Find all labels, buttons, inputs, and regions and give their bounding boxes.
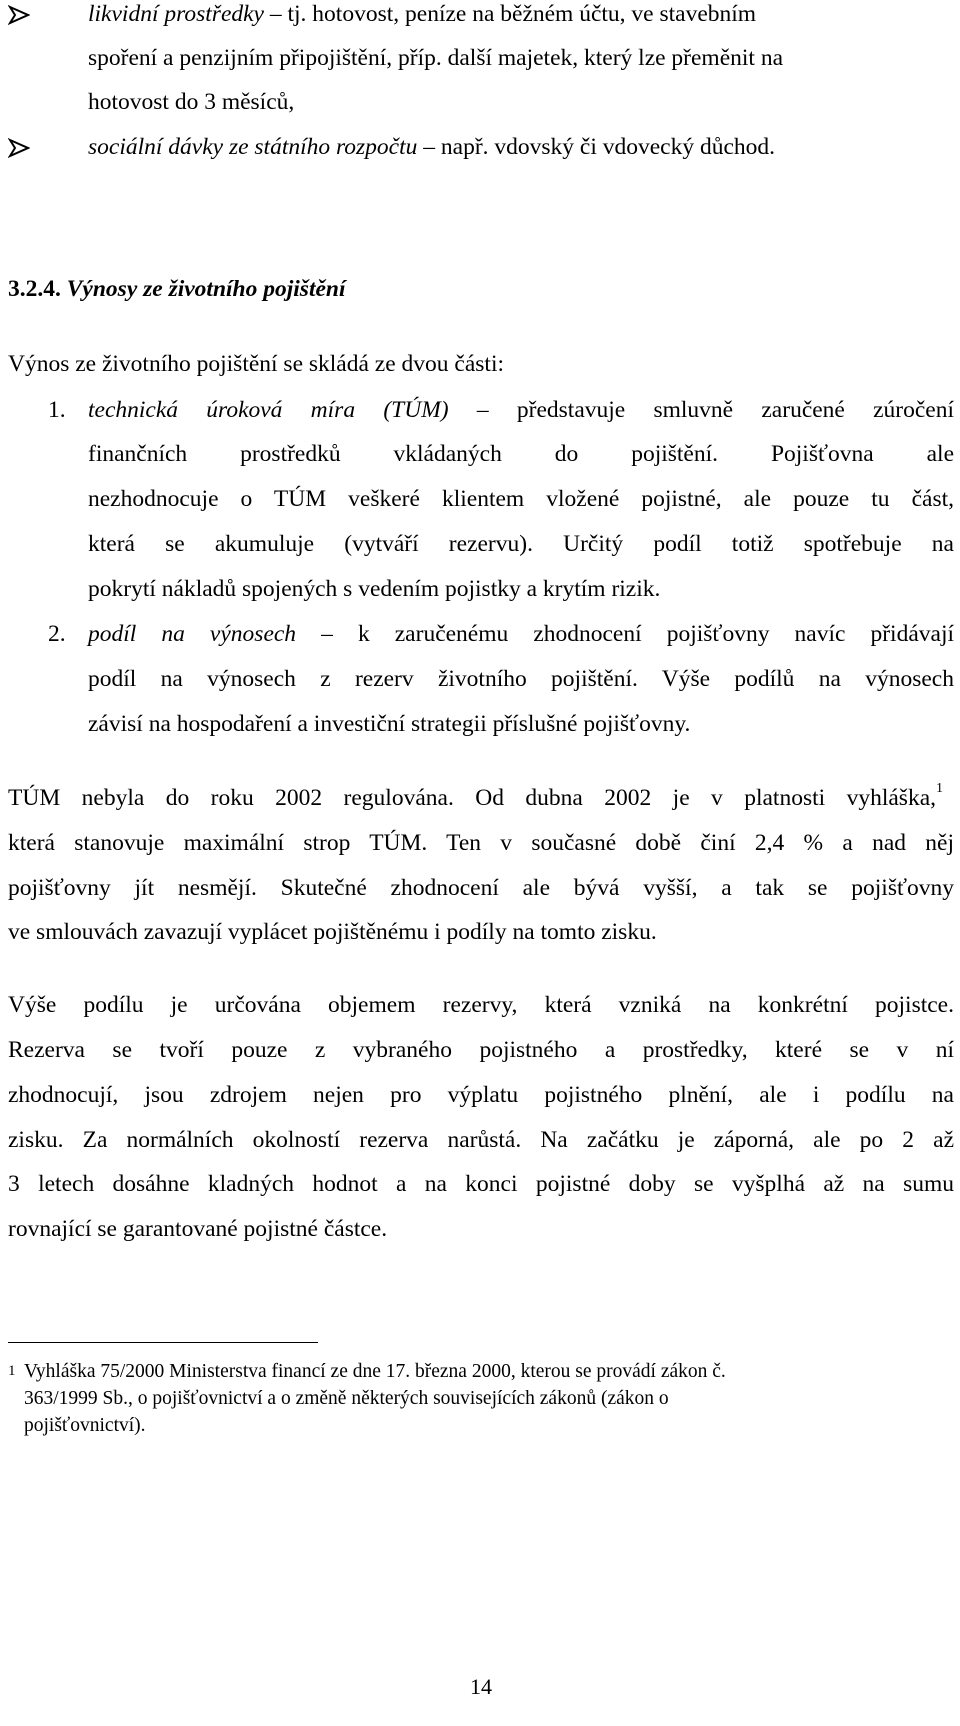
footnote-line: Vyhláška 75/2000 Ministerstva financí ze dne 17. března 2000, kterou se provádí zákon č. (24, 1361, 726, 1382)
item-2-line: závisí na hospodaření a investiční strategii příslušné pojišťovny. (88, 711, 691, 737)
page-number: 14 (470, 1674, 492, 1699)
paragraph-line: která stanovuje maximální strop TÚM. Ten v současné době činí 2,4 % a nad něj (8, 830, 954, 856)
footnote-line: pojišťovnictví). (24, 1415, 146, 1436)
section-heading (8, 276, 954, 303)
paragraph-line: Rezerva se tvoří pouze z vybraného pojistného a prostředky, které se v ní (8, 1037, 954, 1063)
item-1-line: která se akumuluje (vytváří rezervu). Určitý podíl totiž spotřebuje na (88, 531, 954, 557)
bullet-item-1-line-3: hotovost do 3 měsíců, (88, 89, 295, 115)
item-1-line: pokrytí nákladů spojených s vedením pojistky a krytím rizik. (88, 576, 661, 602)
bullet-item-2: sociální dávky ze státního rozpočtu – např. vdovský či vdovecký důchod. (88, 134, 776, 160)
item-1-line: nezhodnocuje o TÚM veškeré klientem vložené pojistné, ale pouze tu část, (88, 486, 954, 512)
footnote-separator (8, 1342, 318, 1343)
bullet-item-1-line-1: likvidní prostředky – tj. hotovost, peníze na běžném účtu, ve stavebním (88, 1, 757, 27)
section-number: 3.2.4. (8, 276, 61, 302)
paragraph-line: pojišťovny jít nesmějí. Skutečné zhodnocení ale bývá vyšší, a tak se pojišťovny (8, 875, 954, 901)
paragraph-line: ve smlouvách zavazují vyplácet pojištěnému i podíly na tomto zisku. (8, 919, 657, 945)
paragraph-line: Výše podílu je určována objemem rezervy, která vzniká na konkrétní pojistce. (8, 992, 954, 1018)
bullet-item-1-line-2: spoření a penzijním připojištění, příp. další majetek, který lze přeměnit na (88, 45, 784, 71)
arrow-bullet-icon (8, 137, 30, 159)
paragraph-line: zisku. Za normálních okolností rezerva narůstá. Na začátku je záporná, ale po 2 až (8, 1127, 954, 1153)
paragraph-line: 3 letech dosáhne kladných hodnot a na konci pojistné doby se vyšplhá až na sumu (8, 1171, 954, 1197)
item-marker: 2. (48, 621, 66, 647)
footnote-number: 1 (8, 1363, 16, 1379)
item-1-line: finančních prostředků vkládaných do pojištění. Pojišťovna ale (88, 441, 954, 467)
item-marker: 1. (48, 397, 66, 423)
paragraph-line: zhodnocují, jsou zdrojem nejen pro výplatu pojistného plnění, ale i podílu na (8, 1082, 954, 1108)
footnote-line: 363/1999 Sb., o pojišťovnictví a o změně některých souvisejících zákonů (zákon o (24, 1388, 669, 1409)
item-2-line: podíl na výnosech z rezerv životního pojištění. Výše podílů na výnosech (88, 666, 954, 692)
intro-sentence: Výnos ze životního pojištění se skládá ze dvou části: (8, 351, 505, 377)
paragraph-line: rovnající se garantované pojistné částce. (8, 1216, 388, 1242)
section-title: Výnosy ze životního pojištění (66, 276, 346, 302)
arrow-bullet-icon (8, 4, 30, 26)
footnote-ref[interactable]: 1 (936, 781, 943, 796)
